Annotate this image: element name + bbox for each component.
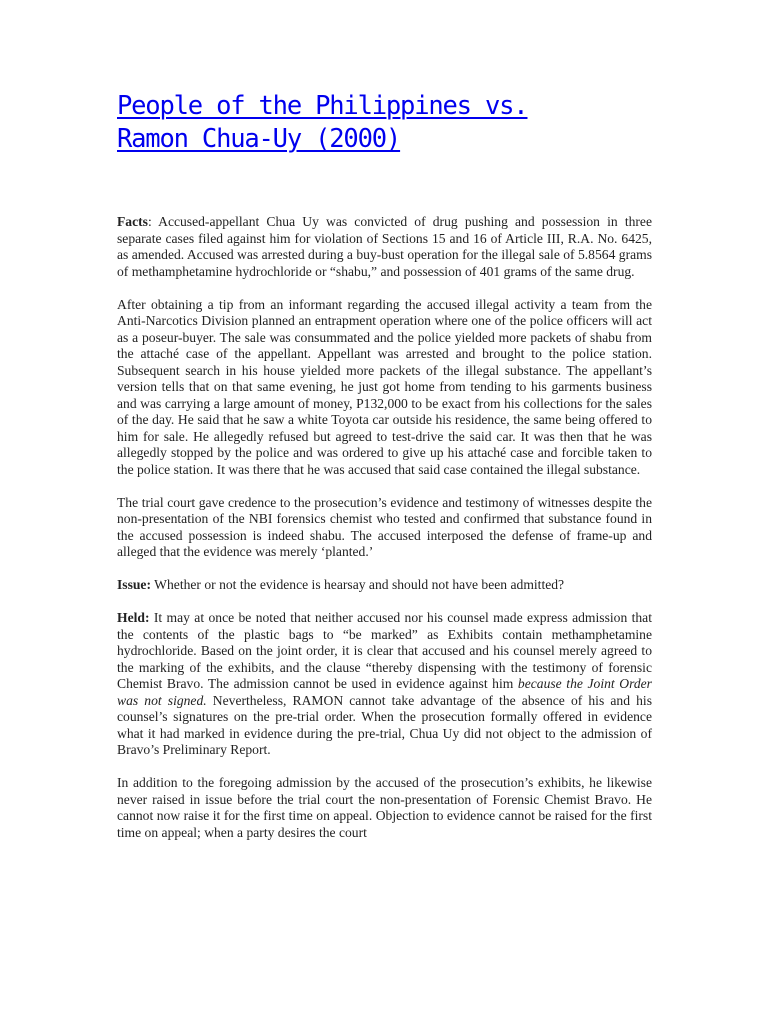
facts-paragraph [117, 214, 652, 280]
issue-label: Issue: [117, 577, 151, 592]
final-paragraph: In addition to the foregoing admission by the accused of the prosecution’s exhibits, he likewise never raised in issue before the trial court the non-presentation of Forensic Chemist Bravo. He cannot now raise it for the first time on appeal. Objection to evidence cannot be raised for the first time on appeal; when a party desires the court [117, 775, 652, 840]
document-title[interactable] [117, 90, 652, 156]
title-line-2[interactable]: Ramon Chua-Uy (2000) [117, 124, 401, 154]
issue-paragraph [117, 577, 652, 594]
held-paragraph [117, 610, 652, 759]
document-page [117, 90, 652, 858]
facts-label: Facts [117, 214, 148, 229]
trial-court-paragraph: The trial court gave credence to the prosecution’s evidence and testimony of witnesses despite the non-presentation of the NBI forensics chemist who tested and confirmed that substance found in the accused possession is indeed shabu. The accused interposed the defense of frame-up and alleged that the evidence was merely ‘planted.’ [117, 494, 652, 559]
issue-text: Whether or not the evidence is hearsay and should not have been admitted? [151, 577, 565, 592]
held-text-before: It may at once be noted that neither accused nor his counsel made express admission that the contents of the plastic bags to “be marked” as Exhibits contain methamphetamine hydrochloride. Based on the joint order, it is clear that accused and his counsel merely agreed to the marking of the exhibits, and the clause “thereby dispensing with the testimony of forensic Chemist Bravo. The admission cannot be used in evidence against him [117, 610, 652, 691]
narrative-paragraph: After obtaining a tip from an informant regarding the accused illegal activity a team from the Anti-Narcotics Division planned an entrapment operation where one of the police officers will act as a poseur-buyer. The sale was consummated and the police yielded more packets of shabu from the attaché case of the appellant. Appellant was arrested and brought to the police station. Subsequent search in his house yielded more packets of the illegal substance. The appellant’s version tells that on that same evening, he just got home from tending to his garments business and was carrying a large amount of money, P132,000 to be exact from his collections for the sales of the day. He said that he saw a white Toyota car outside his residence, the same being offered to him for sale. He allegedly refused but agreed to test-drive the said car. It was then that he was allegedly stopped by the police and was ordered to give up his attaché case and forcible taken to the police station. It was there that he was accused that said case contained the illegal substance. [117, 296, 652, 477]
title-line-1[interactable]: People of the Philippines vs. [117, 91, 528, 121]
held-text-after: Nevertheless, RAMON cannot take advantage of the absence of his and his counsel’s signatures on the pre-trial order. When the prosecution formally offered in evidence what it had marked in evidence during the pre-trial, Chua Uy did not object to the admission of Bravo’s Preliminary Report. [117, 692, 652, 757]
title-link[interactable] [117, 91, 527, 154]
facts-text: : Accused-appellant Chua Uy was convicted of drug pushing and possession in three separate cases filed against him for violation of Sections 15 and 16 of Article III, R.A. No. 6425, as amended. Accused was arrested during a buy-bust operation for the illegal sale of 5.8564 grams of methamphetamine hydrochloride or “shabu,” and possession of 401 grams of the same drug. [117, 214, 652, 279]
held-emphasis: because the Joint Order was not signed. [117, 676, 652, 708]
held-label: Held: [117, 610, 150, 625]
